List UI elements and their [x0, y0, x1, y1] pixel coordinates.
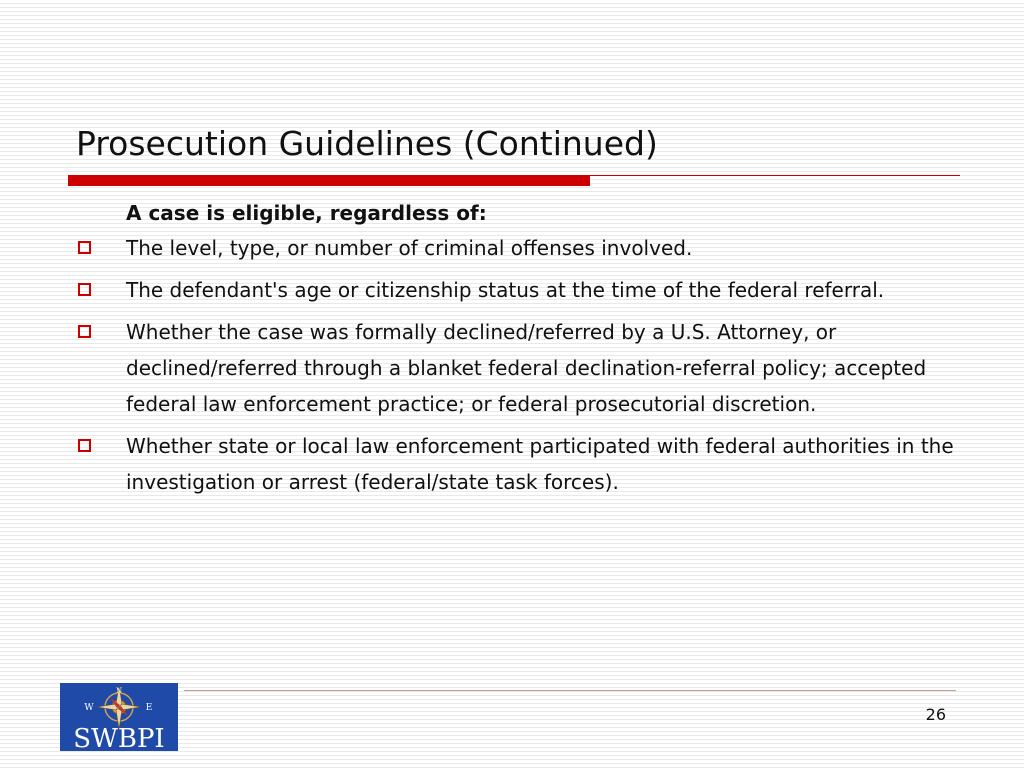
page-number: 26 — [925, 705, 946, 724]
hollow-square-bullet-icon — [78, 241, 91, 254]
bullet-text: Whether the case was formally declined/referred by a U.S. Attorney, or declined/referred through a blanket federal declination-referral policy; accepted federal law enforcement practice; or federal prosecutorial discretion. — [126, 320, 927, 416]
svg-text:N: N — [115, 687, 123, 695]
svg-text:SWBPI: SWBPI — [73, 724, 165, 751]
hollow-square-bullet-icon — [78, 439, 91, 452]
lead-text: A case is eligible, regardless of: — [126, 201, 487, 225]
bullet-text: The defendant's age or citizenship status at the time of the federal referral. — [126, 278, 885, 302]
slide-body — [72, 198, 962, 506]
footer-divider — [184, 690, 956, 691]
hollow-square-bullet-icon — [78, 283, 91, 296]
bullet-text: The level, type, or number of criminal offenses involved. — [126, 236, 693, 260]
svg-text:W: W — [84, 703, 94, 713]
list-item — [72, 272, 962, 308]
hollow-square-bullet-icon — [78, 325, 91, 338]
list-item — [72, 428, 962, 500]
svg-text:E: E — [145, 703, 153, 713]
list-item — [72, 314, 962, 422]
list-item — [72, 230, 962, 266]
slide-title: Prosecution Guidelines (Continued) — [76, 124, 658, 163]
title-underline-line — [590, 175, 960, 176]
swbpi-logo — [60, 683, 178, 751]
title-underline-bar — [68, 175, 590, 186]
bullet-text: Whether state or local law enforcement participated with federal authorities in the investigation or arrest (federal/state task forces). — [126, 434, 954, 494]
